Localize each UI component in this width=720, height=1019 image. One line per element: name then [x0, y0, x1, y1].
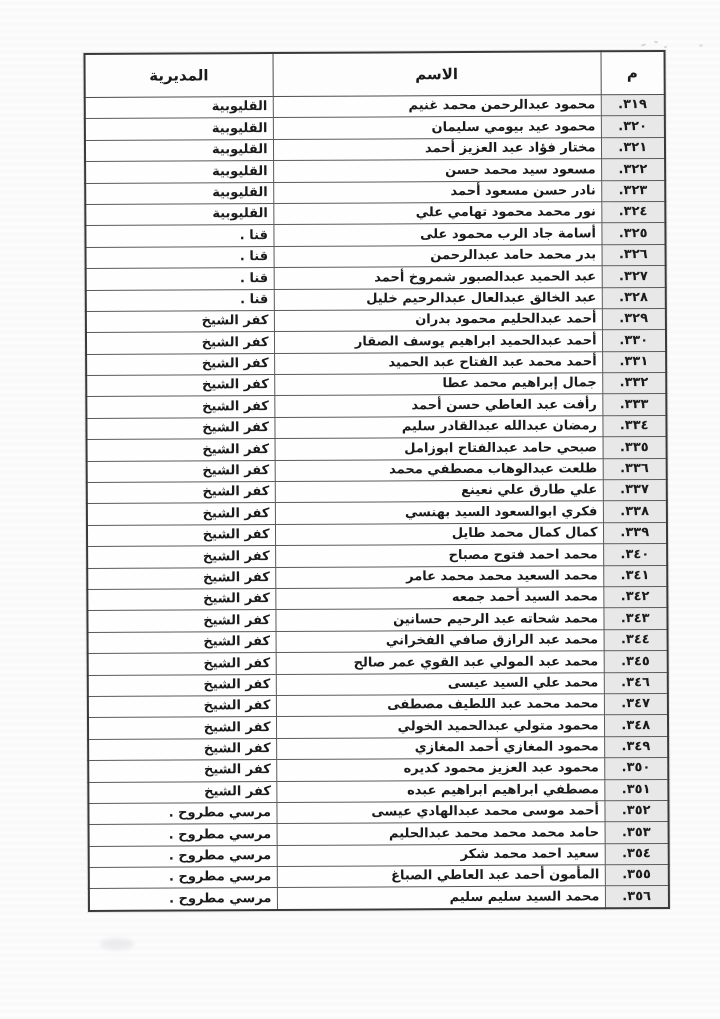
directorate-cell: كفر الشيخ: [86, 332, 274, 354]
serial-cell: ٣٤٣.: [603, 608, 667, 630]
table-row: [87, 544, 667, 568]
table-body: [85, 94, 669, 910]
name-cell: محمود عبد العزيز محمود كديره: [276, 758, 604, 781]
directorate-cell: كفر الشيخ: [87, 610, 275, 632]
directorate-cell: قنا .: [86, 268, 274, 290]
table-row: [86, 287, 666, 311]
serial-cell: ٣٢٠.: [601, 116, 665, 138]
name-cell: بدر محمد حامد عبدالرحمن: [274, 245, 602, 268]
serial-cell: ٣٣٤.: [602, 415, 666, 437]
name-cell: نور محمد محمود تهامي علي: [273, 202, 601, 225]
serial-cell: ٣٤٩.: [604, 736, 668, 758]
directorate-cell: القليوبية: [85, 118, 273, 140]
directorate-cell: كفر الشيخ: [87, 524, 275, 546]
serial-cell: ٣٤٨.: [604, 715, 668, 737]
serial-cell: ٣٥١.: [604, 779, 668, 801]
table-row: [85, 201, 665, 225]
directorate-cell: القليوبية: [85, 182, 273, 204]
serial-cell: ٣٤٥.: [604, 651, 668, 673]
name-cell: محمد شحاته عبد الرحيم حسانين: [275, 608, 603, 631]
name-cell: محمد عبد الرازق صافي الفخراني: [276, 630, 604, 653]
table-row: [89, 822, 669, 846]
table-row: [88, 693, 668, 717]
directorate-cell: كفر الشيخ: [87, 503, 275, 525]
serial-cell: ٣٥٢.: [604, 800, 668, 822]
name-cell: كمال كمال محمد طايل: [275, 523, 603, 546]
table-row: [88, 779, 668, 803]
serial-cell: ٣٣٨.: [603, 501, 667, 523]
col-header-name: الاسم: [273, 51, 601, 96]
name-cell: جمال إبراهيم محمد عطا: [274, 373, 602, 396]
name-cell: محمد السيد سليم سليم: [277, 886, 605, 910]
table-row: [86, 308, 666, 332]
table-row: [88, 672, 668, 696]
serial-cell: ٣٤٧.: [604, 693, 668, 715]
directorate-cell: كفر الشيخ: [88, 653, 276, 675]
serial-cell: ٣٥٤.: [605, 843, 669, 865]
table-row: [87, 437, 667, 461]
table-row: [85, 159, 665, 183]
name-cell: المأمون أحمد عبد العاطي الصباغ: [277, 865, 605, 888]
serial-cell: ٣٢٢.: [601, 159, 665, 181]
scan-smudge: [100, 938, 134, 950]
scan-speck: [699, 44, 703, 47]
name-cell: محمد علي السيد عيسى: [276, 672, 604, 695]
directorate-cell: كفر الشيخ: [87, 439, 275, 461]
directorate-cell: كفر الشيخ: [86, 417, 274, 439]
directorate-cell: كفر الشيخ: [87, 482, 275, 504]
directorate-cell: كفر الشيخ: [88, 717, 276, 739]
directorate-cell: القليوبية: [85, 203, 273, 225]
directorate-cell: كفر الشيخ: [88, 674, 276, 696]
name-cell: محمد احمد فتوح مصباح: [275, 544, 603, 567]
directorate-cell: قنا .: [86, 246, 274, 268]
serial-cell: ٣٢٥.: [601, 223, 665, 245]
directorate-cell: القليوبية: [85, 161, 273, 183]
table-row: [85, 116, 665, 140]
directorate-cell: كفر الشيخ: [88, 631, 276, 653]
name-cell: محمود عيد بيومي سليمان: [273, 116, 601, 139]
directorate-cell: كفر الشيخ: [86, 310, 274, 332]
col-header-serial: م: [601, 51, 665, 95]
serial-cell: ٣١٩.: [601, 94, 665, 116]
table-row: [86, 394, 666, 418]
serial-cell: ٣٢٤.: [601, 201, 665, 223]
name-cell: أحمد عبدالحليم محمود بدران: [274, 309, 602, 332]
serial-cell: ٣٣٢.: [602, 373, 666, 395]
directorate-cell: كفر الشيخ: [86, 396, 274, 418]
table-row: [88, 715, 668, 739]
serial-cell: ٣٢٦.: [602, 244, 666, 266]
name-cell: مختار فؤاد عبد العزيز أحمد: [273, 138, 601, 161]
table-row: [89, 865, 669, 889]
header-row: [85, 51, 665, 98]
serial-cell: ٣٤١.: [603, 565, 667, 587]
table-row: [87, 586, 667, 610]
table-row: [89, 843, 669, 867]
serial-cell: ٣٥٦.: [605, 886, 669, 908]
directorate-cell: قنا .: [85, 225, 273, 247]
scan-speck: [664, 46, 667, 48]
directorate-cell: قنا .: [86, 289, 274, 311]
name-cell: محمود المغازي أحمد المغازي: [276, 737, 604, 760]
name-cell: مصطفي ابراهيم ابراهيم عبده: [276, 779, 604, 802]
table-row: [87, 565, 667, 589]
table-row: [88, 651, 668, 675]
roster-table: [84, 50, 670, 912]
serial-cell: ٣٣٩.: [603, 522, 667, 544]
name-cell: صبحي حامد عبدالفتاح ابوزامل: [275, 437, 603, 460]
table-row: [85, 94, 665, 118]
directorate-cell: كفر الشيخ: [87, 460, 275, 482]
table-row: [87, 522, 667, 546]
name-cell: أحمد محمد عبد الفتاح عبد الحميد: [274, 351, 602, 374]
table-row: [86, 266, 666, 290]
table-row: [85, 180, 665, 204]
serial-cell: ٣٣٧.: [603, 479, 667, 501]
directorate-cell: كفر الشيخ: [88, 738, 276, 760]
serial-cell: ٣٤٦.: [604, 672, 668, 694]
table-row: [87, 458, 667, 482]
name-cell: فكري ابوالسعود السيد بهنسي: [275, 501, 603, 524]
table-row: [89, 886, 669, 911]
directorate-cell: كفر الشيخ: [87, 546, 275, 568]
directorate-cell: مرسي مطروح .: [89, 867, 277, 889]
directorate-cell: مرسي مطروح .: [89, 824, 277, 846]
directorate-cell: القليوبية: [85, 97, 273, 119]
serial-cell: ٣٥٥.: [605, 865, 669, 887]
table-row: [86, 330, 666, 354]
serial-cell: ٣٣٣.: [602, 394, 666, 416]
table-row: [88, 800, 668, 824]
table-row: [86, 373, 666, 397]
directorate-cell: كفر الشيخ: [87, 588, 275, 610]
directorate-cell: كفر الشيخ: [86, 375, 274, 397]
serial-cell: ٣٥٠.: [604, 758, 668, 780]
name-cell: محمد محمد عبد اللطيف مصطفى: [276, 694, 604, 717]
table-row: [85, 223, 665, 247]
name-cell: عبد الحميد عبدالصبور شمروخ أحمد: [274, 266, 602, 289]
directorate-cell: كفر الشيخ: [88, 695, 276, 717]
name-cell: أحمد عبدالحميد ابراهيم يوسف الصقار: [274, 330, 602, 353]
name-cell: محمود متولي عبدالحميد الخولي: [276, 715, 604, 738]
name-cell: علي طارق علي نعينع: [275, 480, 603, 503]
table-header: [85, 51, 665, 98]
directorate-cell: كفر الشيخ: [88, 781, 276, 803]
name-cell: مسعود سيد محمد حسن: [273, 159, 601, 182]
serial-cell: ٣٤٠.: [603, 544, 667, 566]
table-row: [86, 415, 666, 439]
directorate-cell: مرسي مطروح .: [89, 845, 277, 867]
table-row: [86, 244, 666, 268]
name-cell: رمضان عبدالله عبدالقادر سليم: [274, 416, 602, 439]
name-cell: نادر حسن مسعود أحمد: [273, 180, 601, 203]
directorate-cell: كفر الشيخ: [87, 567, 275, 589]
directorate-cell: القليوبية: [85, 139, 273, 161]
name-cell: حامد محمد محمد محمد عبدالحليم: [277, 822, 605, 845]
serial-cell: ٣٢٨.: [602, 287, 666, 309]
name-cell: رأفت عبد العاطي حسن أحمد: [274, 394, 602, 417]
serial-cell: ٣٣٦.: [603, 458, 667, 480]
serial-cell: ٣٤٢.: [603, 586, 667, 608]
table-row: [87, 479, 667, 503]
name-cell: أحمد موسى محمد عبدالهادي عيسى: [276, 801, 604, 824]
table-row: [86, 351, 666, 375]
name-cell: طلعت عبدالوهاب مصطفي محمد: [275, 458, 603, 481]
table-row: [88, 736, 668, 760]
name-cell: محمد عبد المولي عبد القوي عمر صالح: [276, 651, 604, 674]
serial-cell: ٣٢٣.: [601, 180, 665, 202]
scan-speck: [654, 41, 658, 44]
table-row: [87, 608, 667, 632]
serial-cell: ٣٢١.: [601, 137, 665, 159]
name-cell: محمد السعيد محمد محمد عامر: [275, 565, 603, 588]
table-row: [88, 629, 668, 653]
directorate-cell: كفر الشيخ: [88, 760, 276, 782]
name-cell: محمد السيد أحمد جمعه: [275, 587, 603, 610]
table-row: [87, 501, 667, 525]
serial-cell: ٣٤٤.: [604, 629, 668, 651]
serial-cell: ٣٣١.: [602, 351, 666, 373]
col-header-directorate: المديرية: [85, 53, 273, 97]
serial-cell: ٣٥٣.: [605, 822, 669, 844]
scan-speck: [641, 43, 646, 47]
serial-cell: ٣٢٩.: [602, 308, 666, 330]
serial-cell: ٣٢٧.: [602, 266, 666, 288]
name-cell: محمود عبدالرحمن محمد غنيم: [273, 95, 601, 118]
serial-cell: ٣٣٥.: [603, 437, 667, 459]
directorate-cell: مرسي مطروح .: [89, 888, 277, 911]
name-cell: أسامة جاد الرب محمود على: [273, 223, 601, 246]
name-cell: سعيد احمد محمد شكر: [277, 843, 605, 866]
directorate-cell: كفر الشيخ: [86, 353, 274, 375]
serial-cell: ٣٣٠.: [602, 330, 666, 352]
name-cell: عبد الخالق عبدالعال عبدالرحيم خليل: [274, 287, 602, 310]
directorate-cell: مرسي مطروح .: [88, 802, 276, 824]
table-row: [85, 137, 665, 161]
table-row: [88, 758, 668, 782]
